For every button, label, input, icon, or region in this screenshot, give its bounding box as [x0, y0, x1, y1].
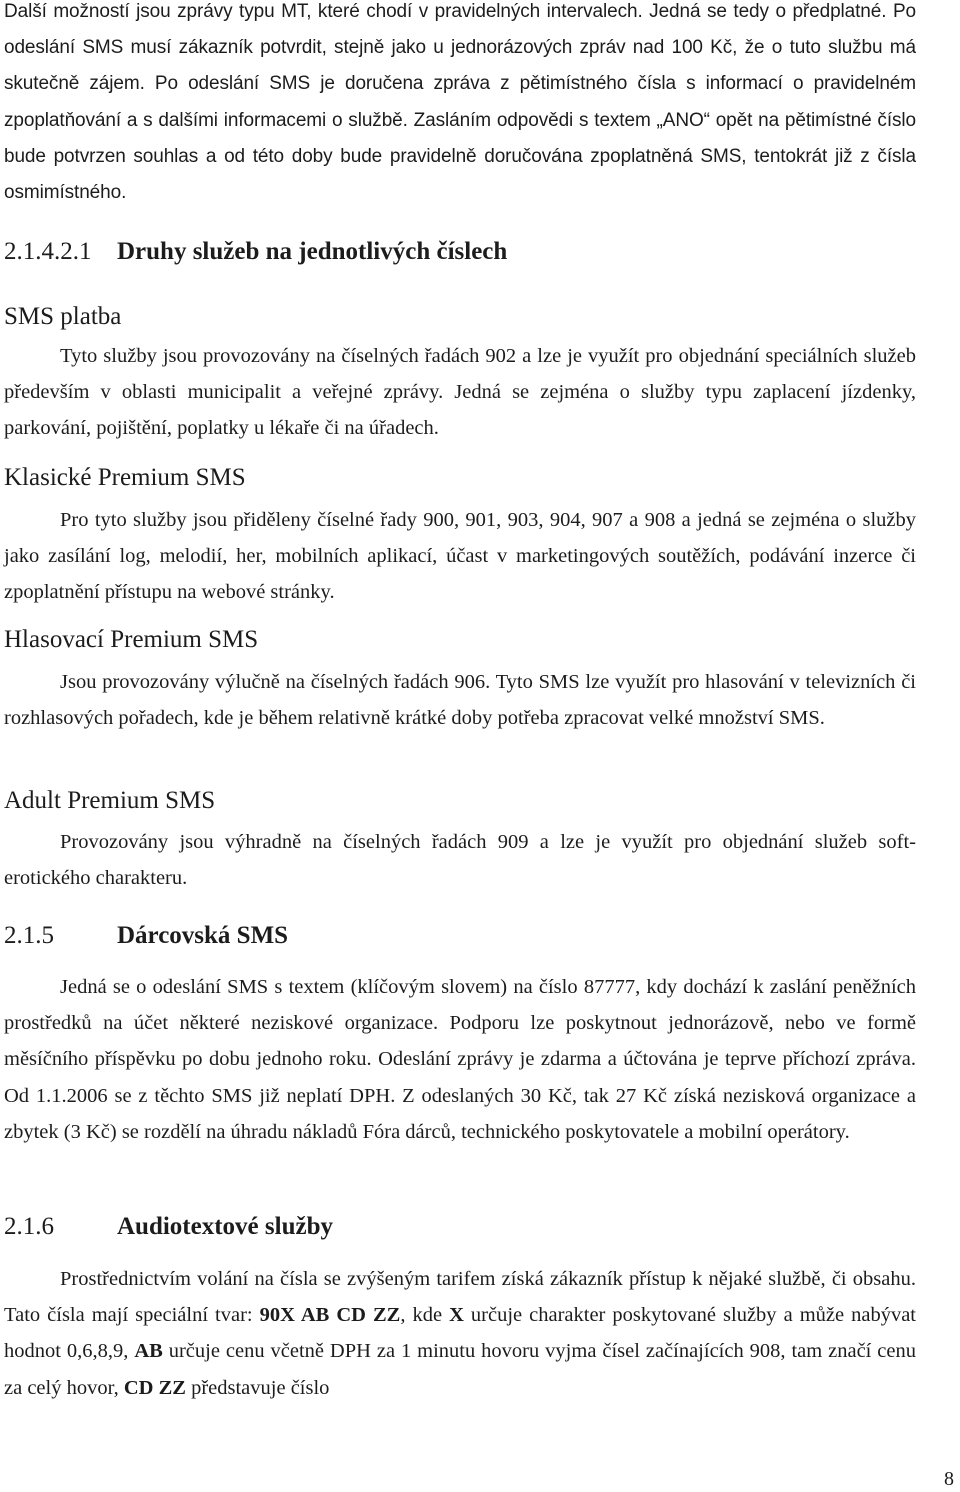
intro-paragraph: Další možností jsou zprávy typu MT, které chodí v pravidelných intervalech. Jedná se tedy o předplatné. Po odeslání SMS musí zákazník potvrdit, stejně jako u jednorázových zpráv nad 100 Kč, že o tuto službu má skutečně zájem. Po odeslání SMS je doručena zpráva z pětimístného čísla s informací o pravidelném zpoplatňování a s dalšími informacemi o službě. Zasláním odpovědi s textem „ANO“ opět na pětimístné číslo bude potvrzen souhlas a od této doby bude pravidelně doručována zpoplatněná SMS, tentokrát již z čísla osmimístného.: [4, 1, 916, 204]
section-title: Dárcovská SMS: [117, 922, 289, 949]
text-run: , kde: [400, 1304, 450, 1327]
bold-run: 90X AB CD ZZ: [259, 1304, 401, 1327]
section-title: Druhy služeb na jednotlivých číslech: [117, 238, 508, 265]
subheading-adult-premium-sms: Adult Premium SMS: [4, 787, 216, 814]
section-heading-2-1-5: [4, 922, 288, 950]
subheading-hlasovaci-premium-sms: Hlasovací Premium SMS: [4, 626, 259, 653]
text-run: Prostřednictvím volání na čísla se zvýšeným tarifem získá zákazník přístup k nějaké službě, či obsahu. Tato čísla mají speciální tvar:: [4, 1268, 916, 1327]
subheading-klasicke-premium-sms: Klasické Premium SMS: [4, 464, 246, 491]
sms-platba-paragraph: Tyto služby jsou provozovány na číselných řadách 902 a lze je využít pro objednání speciálních služeb především v oblasti municipalit a veřejné zprávy. Jedná se zejména o služby typu zaplacení jízdenky, parkování, pojištění, poplatky u lékaře či na úřadech.: [4, 345, 916, 440]
subheading-sms-platba: SMS platba: [4, 303, 122, 330]
section-number: 2.1.5: [4, 922, 54, 949]
text-run: představuje číslo: [185, 1376, 330, 1399]
audiotext-paragraph: [4, 1261, 916, 1406]
section-title: Audiotextové služby: [117, 1213, 333, 1240]
darcovska-paragraph: Jedná se o odeslání SMS s textem (klíčovým slovem) na číslo 87777, kdy dochází k zaslání peněžních prostředků na účet některé neziskové organizace. Podporu lze poskytnout jednorázově, nebo ve formě měsíčního příspěvku po dobu jednoho roku. Odeslání zprávy je zdarma a účtována je teprve příchozí zpráva. Od 1.1.2006 se z těchto SMS již neplatí DPH. Z odeslaných 30 Kč, tak 27 Kč získá nezisková organizace a zbytek (3 Kč) se rozdělí na úhradu nákladů Fóra dárců, technického poskytovatele a mobilní operátory.: [4, 976, 916, 1143]
bold-run: AB: [134, 1340, 163, 1363]
bold-run: X: [449, 1304, 464, 1327]
text-run: určuje charakter poskytované služby a může nabývat hodnot 0,6,8,9,: [4, 1304, 916, 1363]
bold-run: CD ZZ: [123, 1376, 186, 1399]
section-number: 2.1.6: [4, 1213, 54, 1240]
hlasovaci-paragraph: Jsou provozovány výlučně na číselných řadách 906. Tyto SMS lze využít pro hlasování v televizních či rozhlasových pořadech, kde je během relativně krátké doby potřeba zpracovat velké množství SMS.: [4, 671, 916, 730]
section-heading-2-1-4-2-1: [4, 238, 507, 266]
adult-paragraph: Provozovány jsou výhradně na číselných řadách 909 a lze je využít pro objednání služeb soft-erotického charakteru.: [4, 831, 916, 890]
text-run: určuje cenu včetně DPH za 1 minutu hovoru vyjma čísel začínajících 908, tam značí cenu za celý hovor,: [4, 1340, 916, 1399]
section-number: 2.1.4.2.1: [4, 238, 92, 265]
page-number: 8: [944, 1468, 954, 1490]
section-heading-2-1-6: [4, 1213, 333, 1241]
klasicke-paragraph: Pro tyto služby jsou přiděleny číselné řady 900, 901, 903, 904, 907 a 908 a jedná se zejména o služby jako zasílání log, melodií, her, mobilních aplikací, účast v marketingových soutěžích, podávání inzerce či zpoplatnění přístupu na webové stránky.: [4, 509, 916, 604]
